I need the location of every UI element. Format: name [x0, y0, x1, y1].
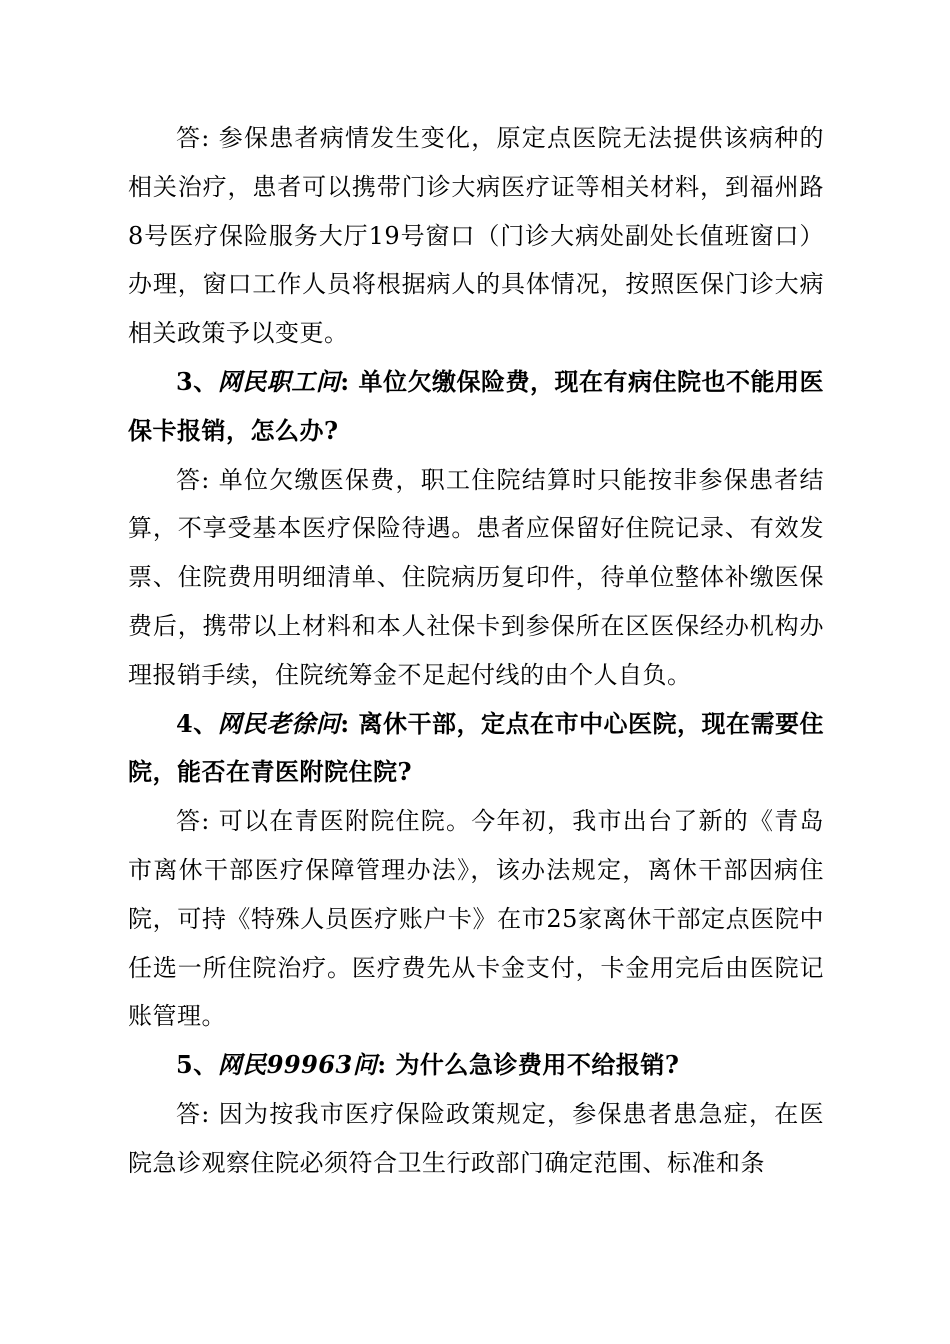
answer-text: 可以在青医附院住院。今年初，我市出台了新的《青岛市离休干部医疗保障管理办法》，该办法规定，离休干部因病住院，可持《特殊人员医疗账户卡》在市25家离休干部定点医院中任选一所住院治疗。医疗费先从卡金支付，卡金用完后由医院记账管理。 — [128, 807, 824, 1031]
answer-text: 因为按我市医疗保险政策规定，参保患者患急症，在医院急诊观察住院必须符合卫生行政部门确定范围、标准和条 — [128, 1099, 824, 1177]
answer-paragraph-3 — [128, 456, 824, 700]
question-text: 单位欠缴保险费，现在有病住院也不能用医保卡报销，怎么办? — [128, 366, 825, 445]
answer-text: 单位欠缴医保费，职工住院结算时只能按非参保患者结算，不享受基本医疗保险待遇。患者应保留好住院记录、有效发票、住院费用明细清单、住院病历复印件，待单位整体补缴医保费后，携带以上材料和本人社保卡到参保所在区医保经办机构办理报销手续，住院统筹金不足起付线的由个人自负。 — [128, 465, 824, 689]
answer-label: 答: — [176, 1099, 210, 1128]
answer-paragraph-5 — [128, 1090, 824, 1188]
question-number: 3、 — [176, 366, 218, 396]
question-asker: 网民99963问 — [217, 1050, 378, 1080]
question-colon: : — [340, 708, 350, 738]
question-asker: 网民职工问 — [217, 366, 341, 396]
question-colon: : — [377, 1050, 387, 1080]
question-paragraph-5 — [128, 1041, 824, 1090]
question-number: 5、 — [176, 1050, 218, 1080]
question-colon: : — [340, 366, 350, 396]
answer-label: 答: — [176, 124, 210, 152]
question-asker: 网民老徐问 — [217, 708, 341, 738]
document-page — [128, 114, 824, 1188]
question-paragraph-3 — [128, 358, 824, 456]
question-paragraph-4 — [128, 700, 824, 798]
question-text: 为什么急诊费用不给报销? — [395, 1050, 680, 1080]
answer-text: 参保患者病情发生变化，原定点医院无法提供该病种的相关治疗，患者可以携带门诊大病医疗证等相关材料，到福州路8号医疗保险服务大厅19号窗口（门诊大病处副处长值班窗口）办理，窗口工作人员将根据病人的具体情况，按照医保门诊大病相关政策予以变更。 — [128, 124, 824, 348]
answer-label: 答: — [176, 807, 210, 836]
answer-label: 答: — [176, 465, 210, 494]
answer-paragraph-1 — [128, 114, 824, 358]
answer-paragraph-4 — [128, 797, 824, 1041]
question-number: 4、 — [176, 708, 218, 738]
question-text: 离休干部，定点在市中心医院，现在需要住院，能否在青医附院住院? — [128, 708, 825, 787]
